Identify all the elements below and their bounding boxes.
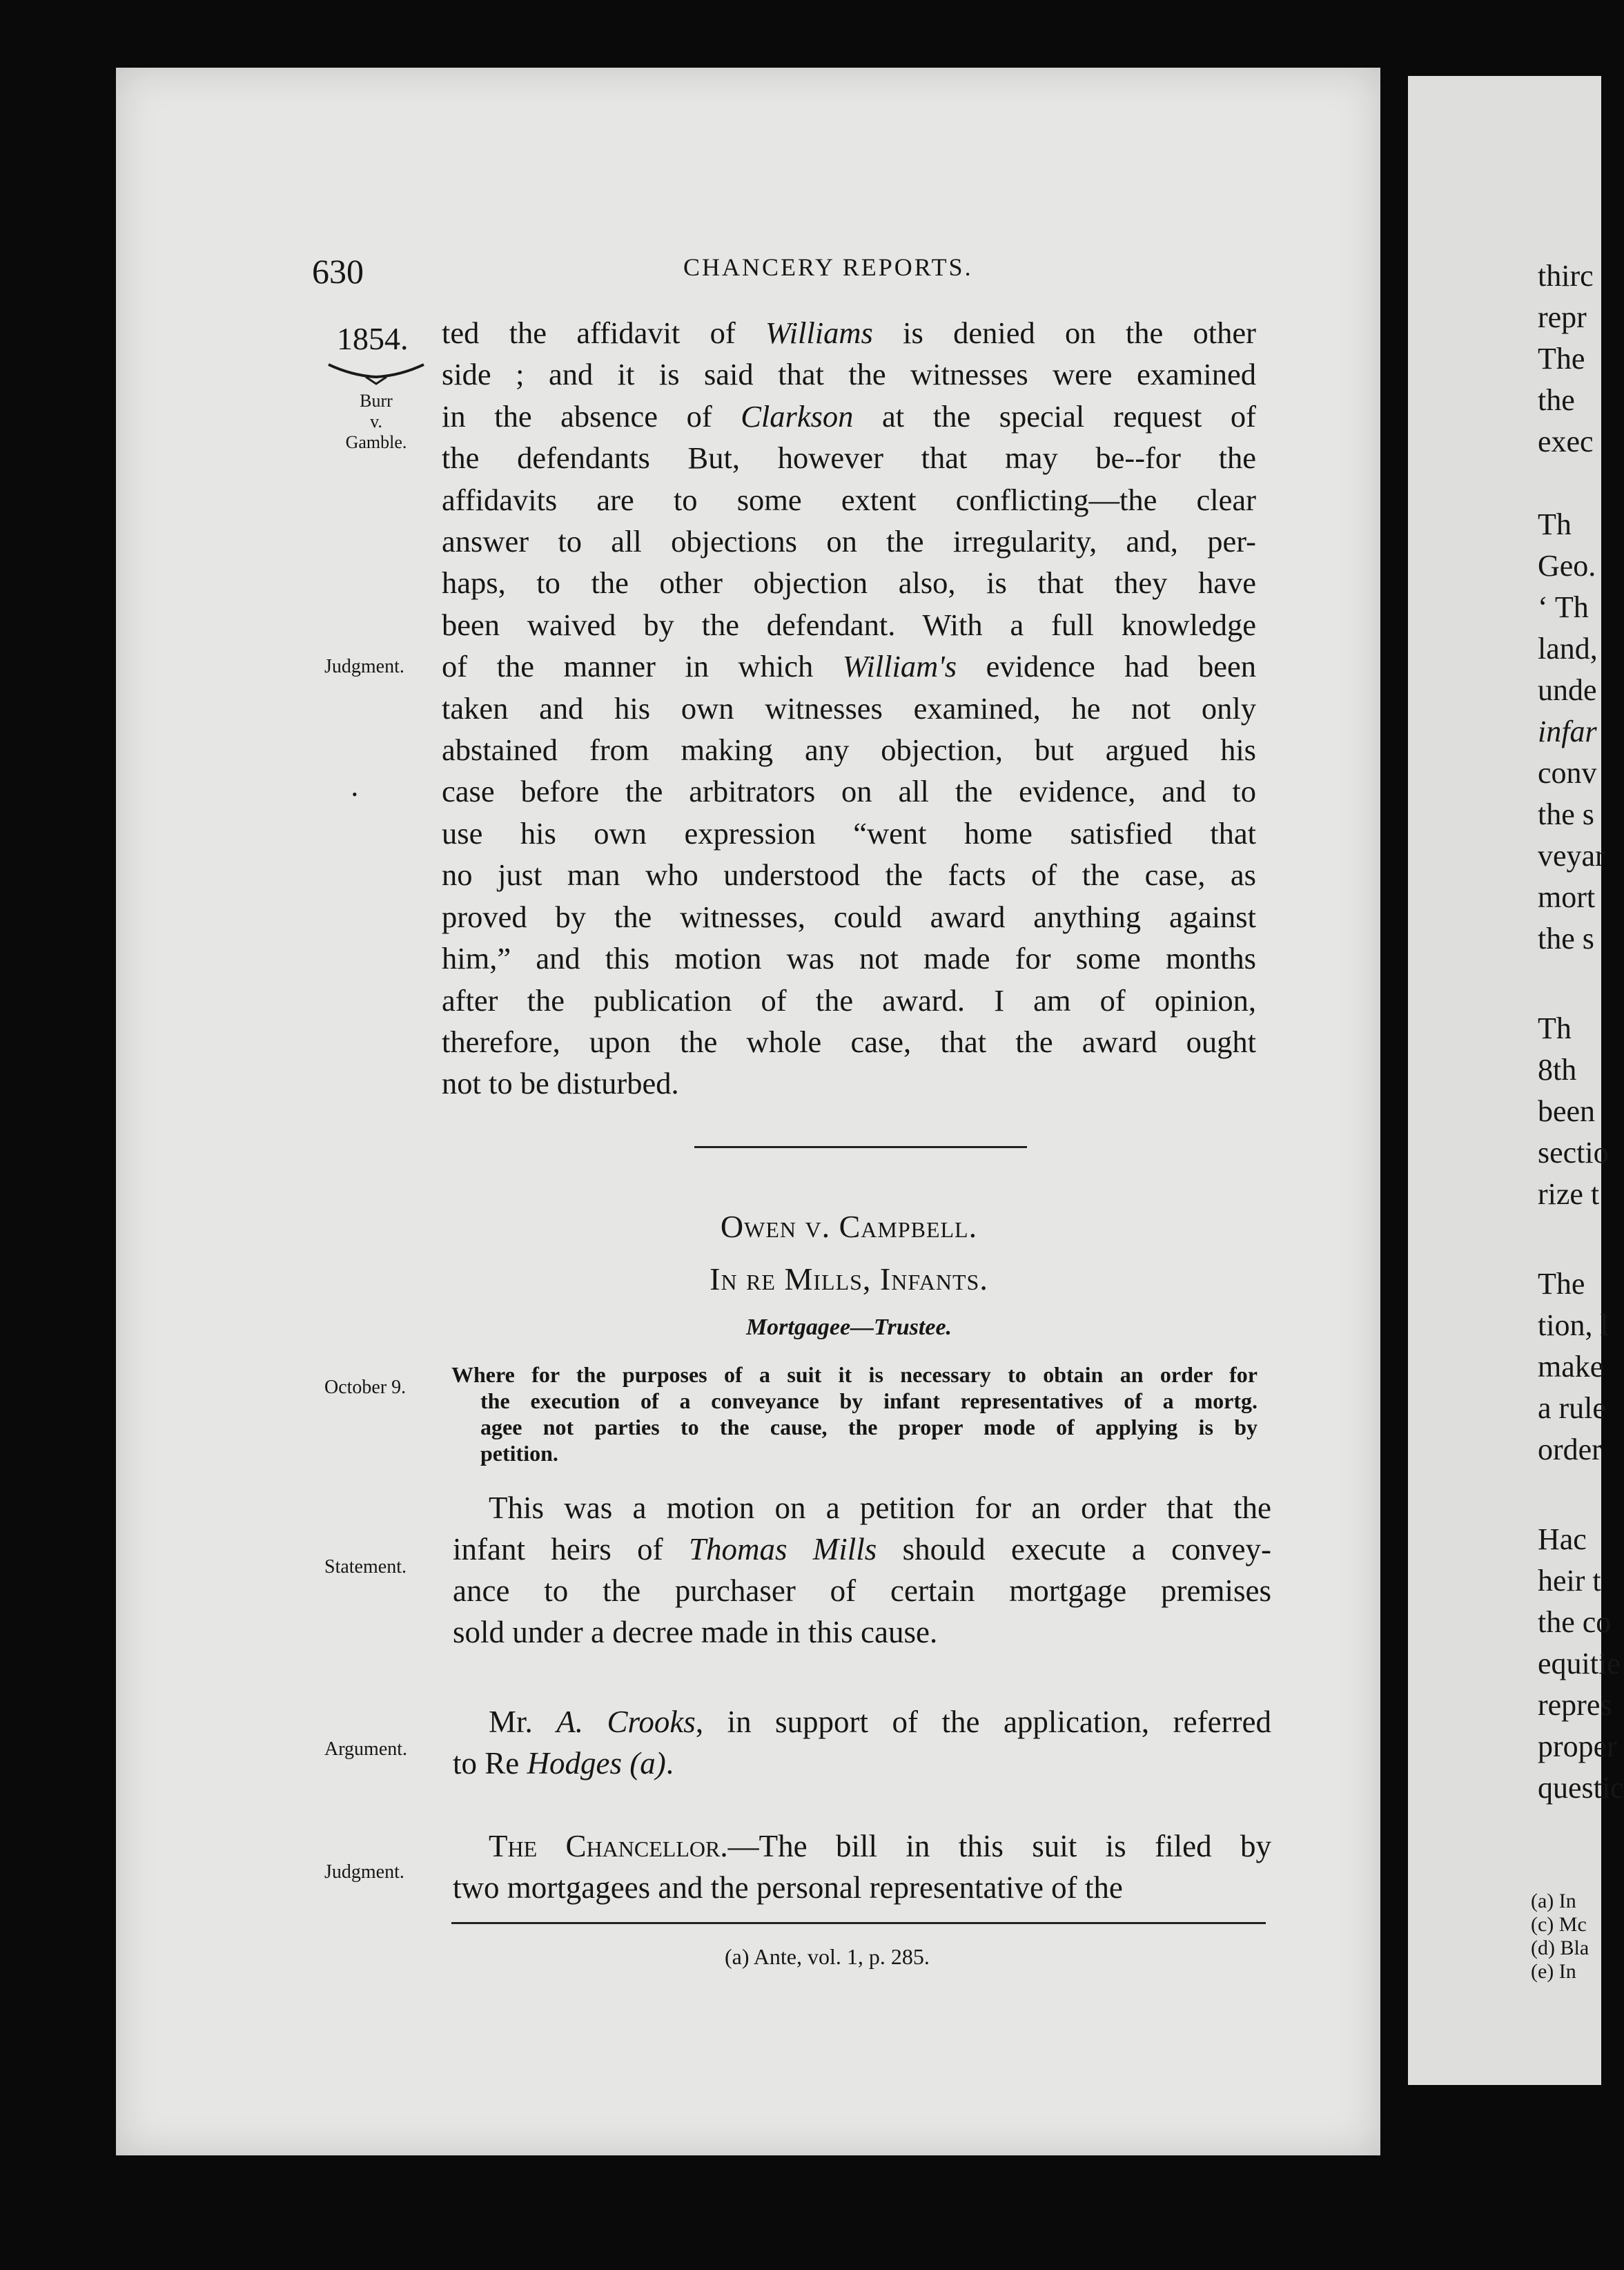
facing-page-footnote: (d) Bla xyxy=(1531,1937,1589,1959)
facing-page-line: questic xyxy=(1538,1771,1624,1805)
text-line: sold under a decree made in this cause. xyxy=(453,1615,938,1649)
facing-page-line: Hac xyxy=(1538,1522,1587,1556)
facing-page-line: repres xyxy=(1538,1688,1612,1722)
facing-page-line: unde xyxy=(1538,673,1597,707)
text-line: side ; and it is said that the witnesses were examined xyxy=(442,357,1256,392)
case-title: Owen v. Campbell. xyxy=(720,1209,978,1244)
text-line: affidavits are to some extent conflicting—the clear xyxy=(442,482,1256,517)
headnote-topic: Mortgagee—Trustee. xyxy=(745,1315,952,1340)
page-number: 630 xyxy=(312,252,364,291)
text-line: answer to all objections on the irregularity, and, per- xyxy=(442,524,1256,559)
facing-page-footnote: (c) Mc xyxy=(1531,1913,1587,1936)
text-line: case before the arbitrators on all the evidence, and to xyxy=(442,774,1256,809)
text-line: Mr. A. Crooks, in support of the application, referred xyxy=(489,1705,1271,1739)
footnote: (a) Ante, vol. 1, p. 285. xyxy=(725,1944,930,1969)
case-cite-line: Burr xyxy=(360,391,393,411)
text-line: the defendants But, however that may be--for the xyxy=(442,440,1256,476)
footnote-divider xyxy=(451,1922,1266,1924)
statement-paragraph xyxy=(453,1487,1271,1653)
margin-label-date: October 9. xyxy=(324,1377,407,1398)
text-line: infant heirs of Thomas Mills should execute a convey- xyxy=(453,1532,1271,1566)
text-line: no just man who understood the facts of the case, as xyxy=(442,857,1256,893)
text-line: Where for the purposes of a suit it is necessary to obtain an order for xyxy=(451,1362,1258,1387)
facing-page-line: rize t xyxy=(1538,1177,1600,1211)
facing-page-line: ‘ Th xyxy=(1538,590,1589,624)
text-line: been waived by the defendant. With a full knowledge xyxy=(442,607,1256,642)
facing-page-line: equitie xyxy=(1538,1647,1621,1680)
text-line: him,” and this motion was not made for some months xyxy=(442,941,1256,976)
facing-page-line: mort xyxy=(1538,880,1596,914)
facing-page-line: order xyxy=(1538,1433,1602,1466)
facing-page-line: repr xyxy=(1538,300,1587,334)
argument-paragraph xyxy=(453,1701,1271,1784)
text-line: not to be disturbed. xyxy=(442,1066,679,1101)
text-line: of the manner in which William's evidence had been xyxy=(442,649,1257,684)
facing-page-line: tion, l xyxy=(1538,1308,1609,1342)
facing-page-line: Geo. xyxy=(1538,549,1596,583)
text-line: proved by the witnesses, could award anything against xyxy=(442,899,1256,934)
text-line: ted the affidavit of Williams is denied on the other xyxy=(442,316,1256,350)
facing-page-footnote: (a) In xyxy=(1531,1890,1576,1912)
facing-page-line: infar xyxy=(1538,715,1597,748)
facing-page-line: thirc xyxy=(1538,259,1594,293)
facing-page-line: sectio xyxy=(1538,1136,1609,1170)
text-line: petition. xyxy=(480,1441,558,1466)
text-line: abstained from making any objection, but argued his xyxy=(442,733,1256,768)
text-line: two mortgagees and the personal representative of the xyxy=(453,1870,1123,1905)
text-line: This was a motion on a petition for an order that the xyxy=(489,1491,1271,1525)
facing-page-line: the s xyxy=(1538,922,1594,955)
margin-dot: • xyxy=(352,786,358,803)
case-cite-line: v. xyxy=(370,411,382,431)
facing-page-line: The xyxy=(1538,342,1585,376)
facing-page-line: proper xyxy=(1538,1729,1617,1763)
facing-page-line: the s xyxy=(1538,797,1594,831)
margin-label-judgment: Judgment. xyxy=(324,656,404,677)
facing-page-line: veyar xyxy=(1538,839,1605,873)
margin-label-statement: Statement. xyxy=(324,1556,407,1578)
facing-page-line: a rule xyxy=(1538,1391,1606,1425)
margin-label-argument: Argument. xyxy=(324,1738,408,1760)
facing-page-footnote: (e) In xyxy=(1531,1960,1576,1983)
case-cite-line: Gamble. xyxy=(345,432,407,452)
facing-page-line: make xyxy=(1538,1350,1604,1384)
facing-page-line: Th xyxy=(1538,507,1572,541)
margin-year: 1854. xyxy=(337,321,409,356)
facing-page-line: The xyxy=(1538,1267,1585,1301)
facing-page-line: land, xyxy=(1538,632,1598,666)
text-line: The Chancellor.—The bill in this suit is filed by xyxy=(489,1829,1271,1863)
text-line: therefore, upon the whole case, that the award ought xyxy=(442,1024,1256,1059)
facing-page-line: the co xyxy=(1538,1605,1612,1639)
text-line: in the absence of Clarkson at the special request of xyxy=(442,398,1256,434)
text-line: agee not parties to the cause, the proper mode of applying is by xyxy=(480,1415,1258,1439)
facing-page-line: exec xyxy=(1538,425,1594,458)
text-line: to Re Hodges (a). xyxy=(453,1746,674,1781)
section-divider xyxy=(694,1146,1027,1148)
text-line: after the publication of the award. I am of opinion, xyxy=(442,982,1256,1018)
case-subtitle: In re Mills, Infants. xyxy=(710,1261,988,1297)
text-line: haps, to the other objection also, is that they have xyxy=(442,565,1256,601)
facing-page-line: Th xyxy=(1538,1011,1572,1045)
body-text xyxy=(442,312,1256,1105)
margin-label-judgment: Judgment. xyxy=(324,1861,404,1883)
text-line: use his own expression “went home satisfied that xyxy=(442,815,1256,851)
text-line: the execution of a conveyance by infant representatives of a mortg. xyxy=(480,1388,1258,1413)
facing-page-line: been xyxy=(1538,1094,1596,1128)
brace-icon xyxy=(324,359,428,387)
facing-page-line: heir t xyxy=(1538,1564,1601,1598)
facing-page-line: 8th xyxy=(1538,1053,1577,1087)
running-head: CHANCERY REPORTS. xyxy=(683,253,973,281)
facing-page-fragment xyxy=(1408,76,1624,2085)
text-line: ance to the purchaser of certain mortgage premises xyxy=(453,1573,1271,1608)
headnote xyxy=(451,1361,1258,1466)
facing-page-line: the xyxy=(1538,383,1575,417)
text-line: taken and his own witnesses examined, he not only xyxy=(442,690,1256,726)
facing-page-line: conv xyxy=(1538,756,1597,790)
judgment-paragraph xyxy=(453,1825,1271,1908)
